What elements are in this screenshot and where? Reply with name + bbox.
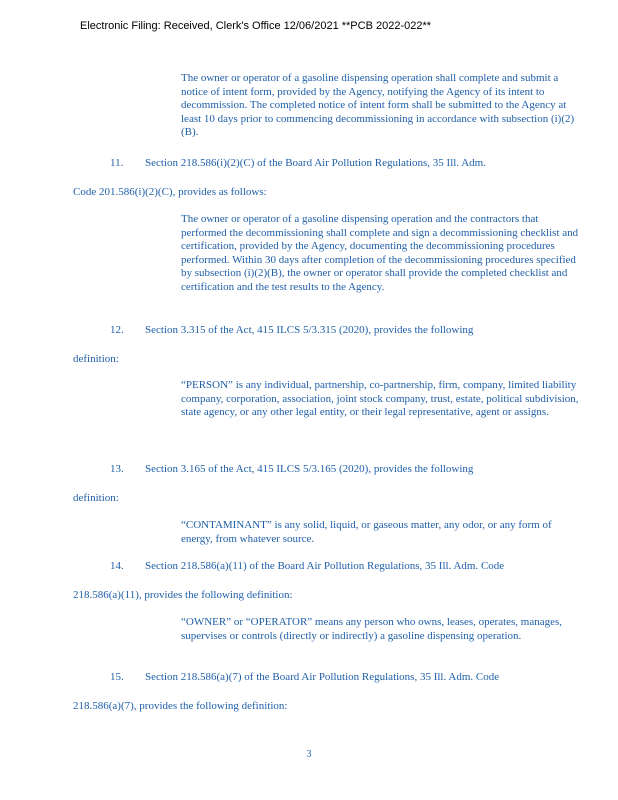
quote-contaminant-definition: “CONTAMINANT” is any solid, liquid, or gaseous matter, any odor, or any form of energy, from whatever source. [181,519,552,545]
paragraph-14-line-2: 218.586(a)(11), provides the following definition: [73,589,293,601]
paragraph-12-line-1: Section 3.315 of the Act, 415 ILCS 5/3.315 (2020), provides the following [145,324,474,336]
page-number: 3 [306,749,312,760]
paragraph-12-line-2: definition: [73,353,119,365]
paragraph-number-11: 11. [110,157,124,169]
paragraph-11-line-2: Code 201.586(i)(2)(C), provides as follows: [73,186,267,198]
paragraph-15-line-2: 218.586(a)(7), provides the following definition: [73,700,288,712]
paragraph-number-14: 14. [110,560,124,572]
quote-intent-form: The owner or operator of a gasoline dispensing operation shall complete and submit a notice of intent form, provided by the Agency, notifying the Agency of its intent to decommission. The completed notice of intent form shall be submitted to the Agency at least 10 days prior to commencing decommissioning in accordance with subsection (i)(2)(B). [181,72,575,139]
paragraph-13-line-1: Section 3.165 of the Act, 415 ILCS 5/3.165 (2020), provides the following [145,463,474,475]
paragraph-number-15: 15. [110,671,124,683]
filing-header: Electronic Filing: Received, Clerk's Office 12/06/2021 **PCB 2022-022** [80,20,432,32]
paragraph-11-line-1: Section 218.586(i)(2)(C) of the Board Air Pollution Regulations, 35 Ill. Adm. [145,157,486,169]
quote-owner-operator-definition: “OWNER” or “OPERATOR” means any person who owns, leases, operates, manages, supervises or controls (directly or indirectly) a gasoline dispensing operation. [181,616,563,642]
paragraph-15-line-1: Section 218.586(a)(7) of the Board Air Pollution Regulations, 35 Ill. Adm. Code [145,671,500,683]
paragraph-14-line-1: Section 218.586(a)(11) of the Board Air Pollution Regulations, 35 Ill. Adm. Code [145,560,505,572]
paragraph-number-13: 13. [110,463,124,475]
paragraph-13-line-2: definition: [73,492,119,504]
paragraph-number-12: 12. [110,324,124,336]
quote-person-definition: “PERSON” is any individual, partnership, co-partnership, firm, company, limited liability company, corporation, association, joint stock company, trust, estate, political subdivision, state agency, or any other legal entity, or their legal representative, agent or assigns. [181,379,579,419]
quote-decommissioning-checklist: The owner or operator of a gasoline dispensing operation and the contractors that performed the decommissioning shall complete and sign a decommissioning checklist and certification, provided by the Agency, documenting the decommissioning procedures performed. Within 30 days after completion of the decommissioning procedures specified by subsection (i)(2)(B), the owner or operator shall provide the completed checklist and certification and the test results to the Agency. [181,213,579,293]
